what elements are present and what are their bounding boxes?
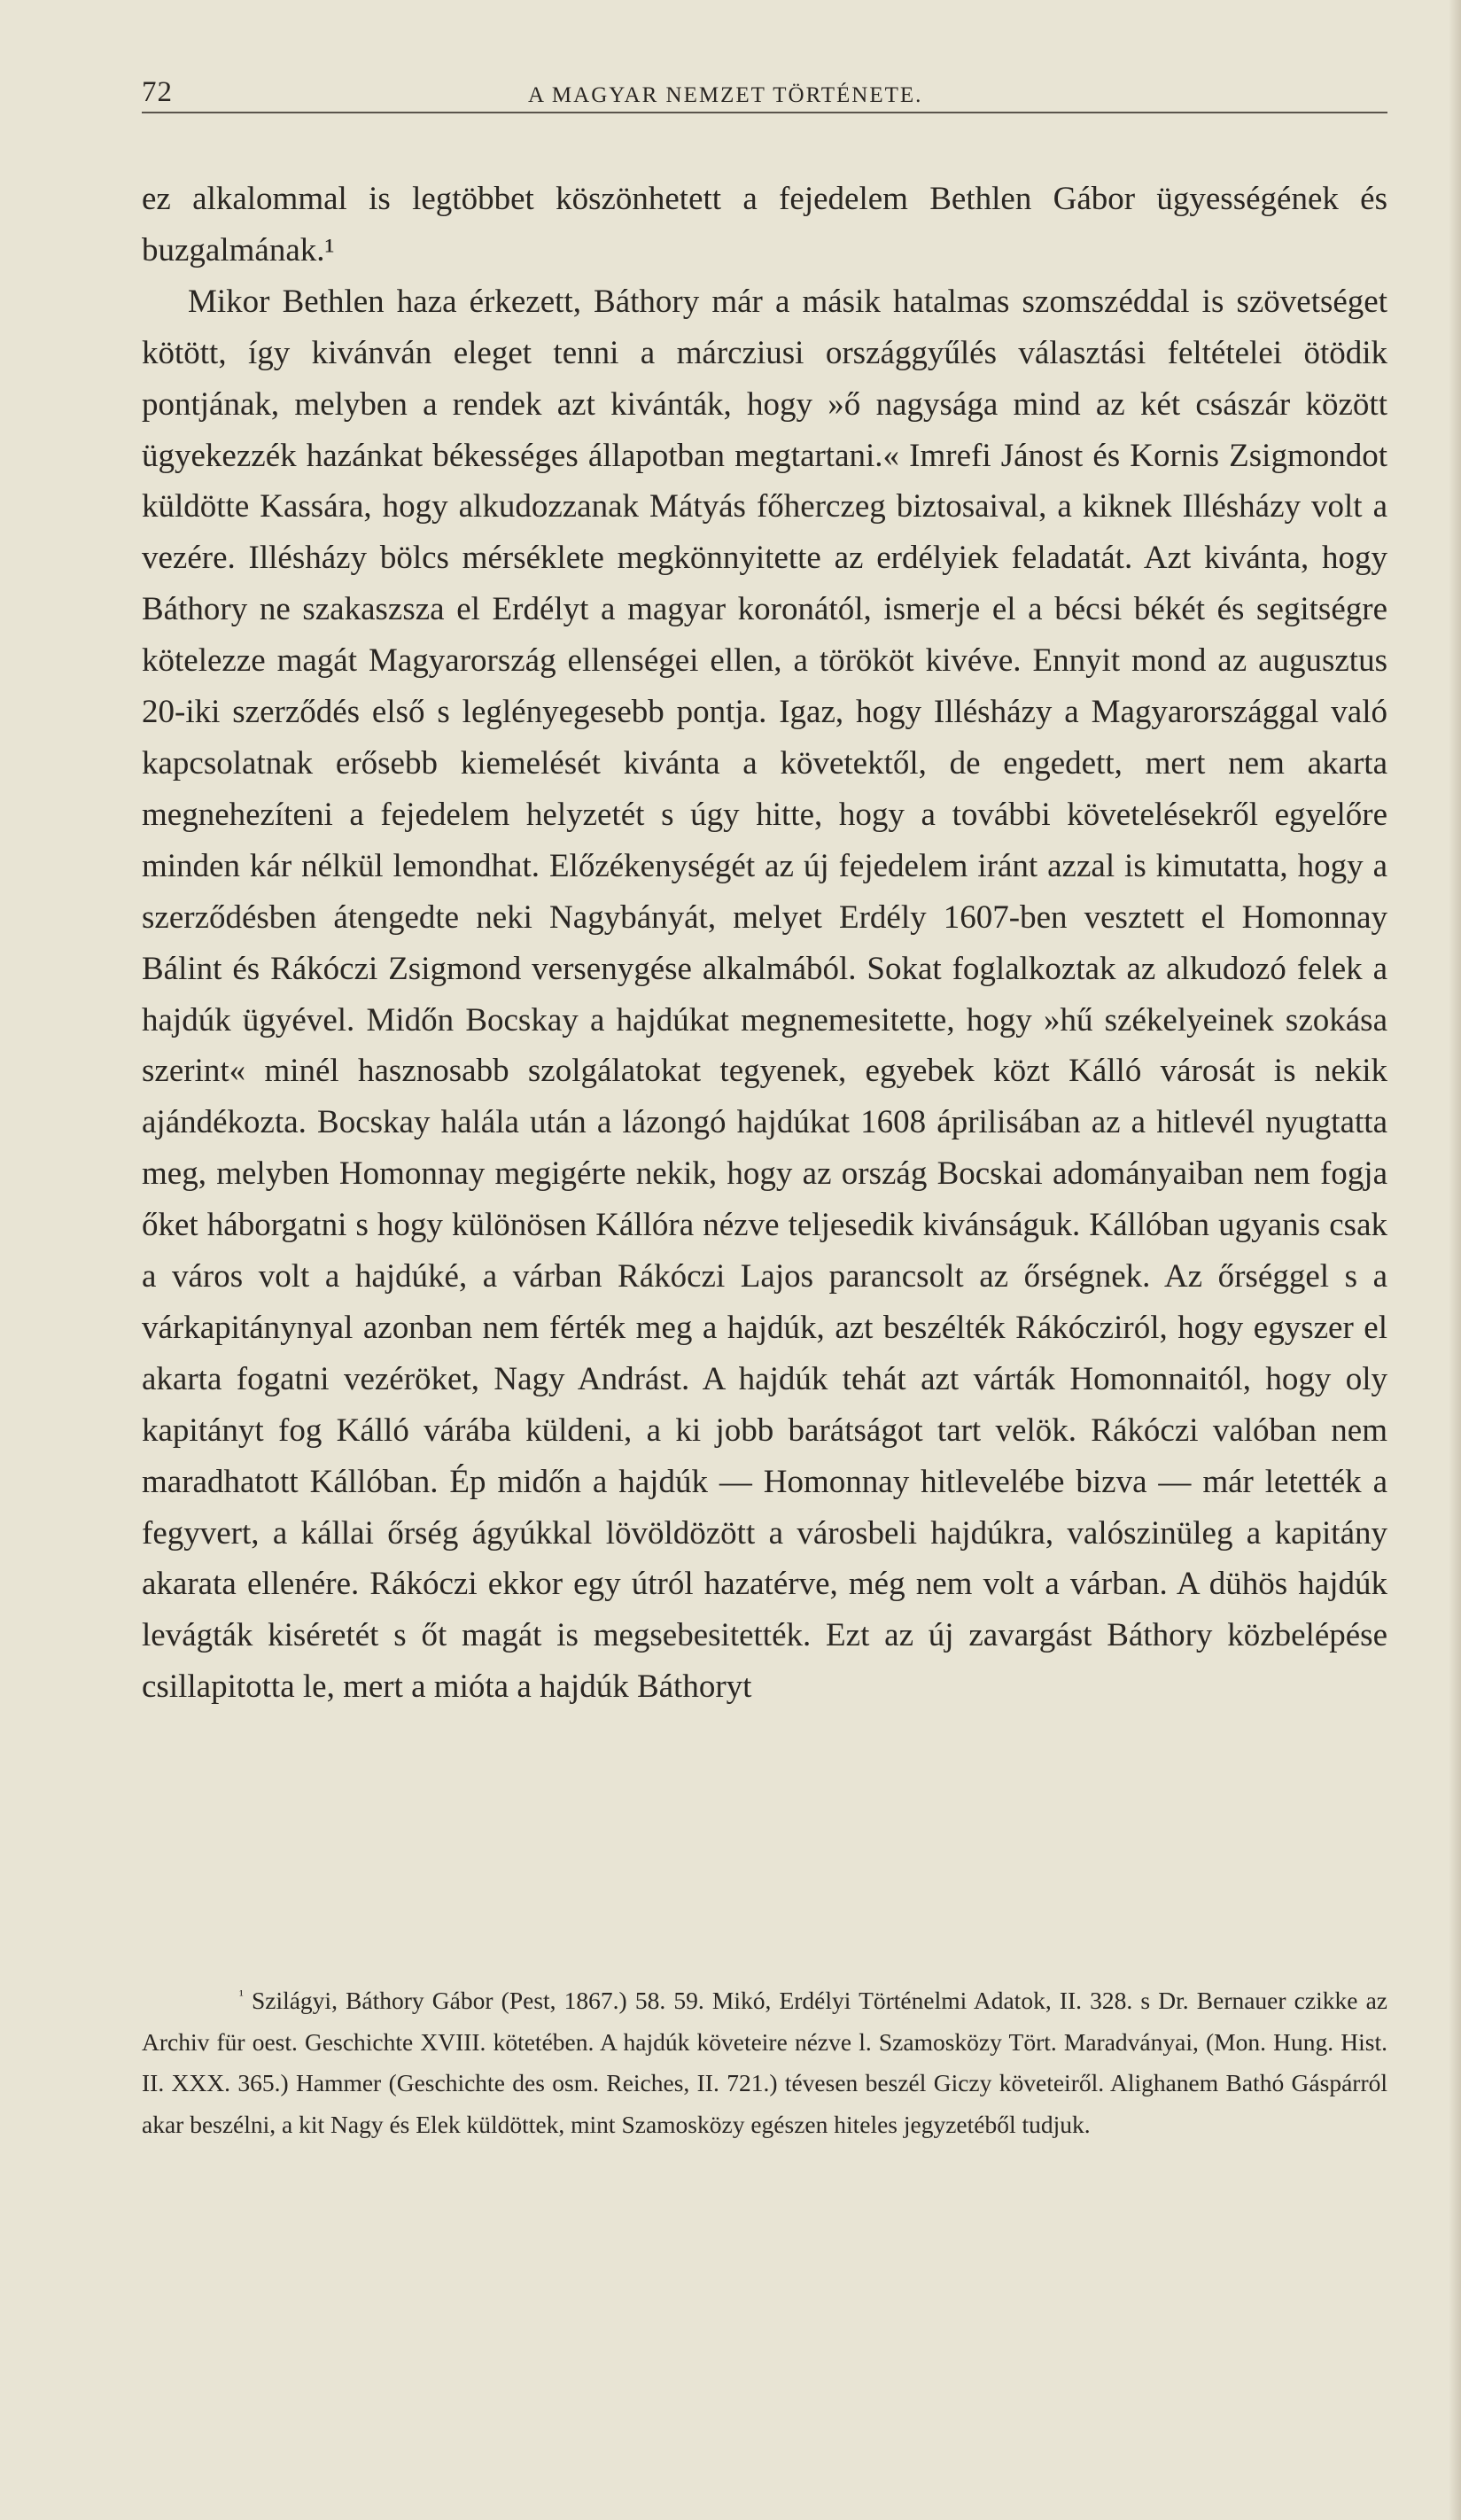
footnote bbox=[142, 1980, 1387, 2145]
paragraph-continuation: ez alkalommal is legtöbbet köszönhetett a fejedelem Bethlen Gábor ügyességének és buzgalmának.¹ bbox=[142, 181, 1387, 268]
running-title: A MAGYAR NEMZET TÖRTÉNETE. bbox=[528, 83, 923, 107]
page-edge-shadow bbox=[1449, 0, 1461, 2520]
body-text bbox=[142, 174, 1387, 1713]
footnote-text: Szilágyi, Báthory Gábor (Pest, 1867.) 58. 59. Mikó, Erdélyi Történelmi Adatok, II. 328. s Dr. Bernauer czikke az Archiv für oest. Geschichte XVIII. kötetében. A hajdúk követeire nézve l. Szamosközy Tört. Maradványai, (Mon. Hung. Hist. II. XXX. 365.) Hammer (Geschichte des osm. Reiches, II. 721.) tévesen beszél Giczy követeiről. Alighanem Bathó Gáspárról akar beszélni, a kit Nagy és Elek küldöttek, mint Szamosközy egészen hiteles jegyzetéből tudjuk. bbox=[142, 1987, 1387, 2138]
footnotes bbox=[142, 1980, 1387, 2145]
footnote-mark: ¹ bbox=[239, 1987, 244, 2003]
page-header bbox=[142, 76, 1387, 112]
paragraph-main: Mikor Bethlen haza érkezett, Báthory már a másik hatalmas szomszéddal is szövetséget kötött, így kivánván eleget tenni a márcziusi országgyűlés választási feltételei ötödik pontjának, melyben a rendek azt kivánták, hogy »ő nagysága mind az két császár között ügyekezzék hazánkat békességes állapotban megtartani.« Imrefi Jánost és Kornis Zsigmondot küldötte Kassára, hogy alkudozzanak Mátyás főherczeg biztosaival, a kiknek Illésházy volt a vezére. Illésházy bölcs mérséklete megkönnyitette az erdélyiek feladatát. Azt kivánta, hogy Báthory ne szakaszsza el Erdélyt a magyar koronától, ismerje el a bécsi békét és segitségre kötelezze magát Magyarország ellenségei ellen, a törököt kivéve. Ennyit mond az augusztus 20-iki szerződés első s leglényegesebb pontja. Igaz, hogy Illésházy a Magyarországgal való kapcsolatnak erősebb kiemelését kivánta a követektől, de engedett, mert nem akarta megnehezíteni a fejedelem helyzetét s úgy hitte, hogy a további követelésekről egyelőre minden kár nélkül lemondhat. Előzékenységét az új fejedelem iránt azzal is kimutatta, hogy a szerződésben átengedte neki Nagybányát, melyet Erdély 1607-ben vesztett el Homonnay Bálint és Rákóczi Zsigmond versenygése alkalmából. Sokat foglalkoztak az alkudozó felek a hajdúk ügyével. Midőn Bocskay a hajdúkat megnemesitette, hogy »hű székelyeinek szokása szerint« minél hasznosabb szolgálatokat tegyenek, egyebek közt Kálló városát is nekik ajándékozta. Bocskay halála után a lázongó hajdúkat 1608 áprilisában az a hitlevél nyugtatta meg, melyben Homonnay megigérte nekik, hogy az ország Bocskai adományaiban nem fogja őket háborgatni s hogy különösen Kállóra nézve teljesedik kivánságuk. Kállóban ugyanis csak a város volt a hajdúké, a várban Rákóczi Lajos parancsolt az őrségnek. Az őrséggel s a várkapitánynyal azonban nem férték meg a hajdúk, azt beszélték Rákócziról, hogy egyszer el akarta fogatni vezéröket, Nagy Andrást. A hajdúk tehát azt várták Homonnaitól, hogy oly kapitányt fog Kálló várába küldeni, a ki jobb barátságot tart velök. Rákóczi valóban nem maradhatott Kállóban. Ép midőn a hajdúk — Homonnay hitlevelébe bizva — már letették a fegyvert, a kállai őrség ágyúkkal lövöldözött a városbeli hajdúkra, valószinüleg a kapitány akarata ellenére. Rákóczi ekkor egy útról hazatérve, még nem volt a várban. A dühös hajdúk levágták kiséretét s őt magát is megsebesitették. Ezt az új zavargást Báthory közbelépése csillapitotta le, mert a mióta a hajdúk Báthoryt bbox=[142, 283, 1387, 1706]
header-rule bbox=[142, 112, 1387, 113]
page-number: 72 bbox=[142, 76, 173, 108]
